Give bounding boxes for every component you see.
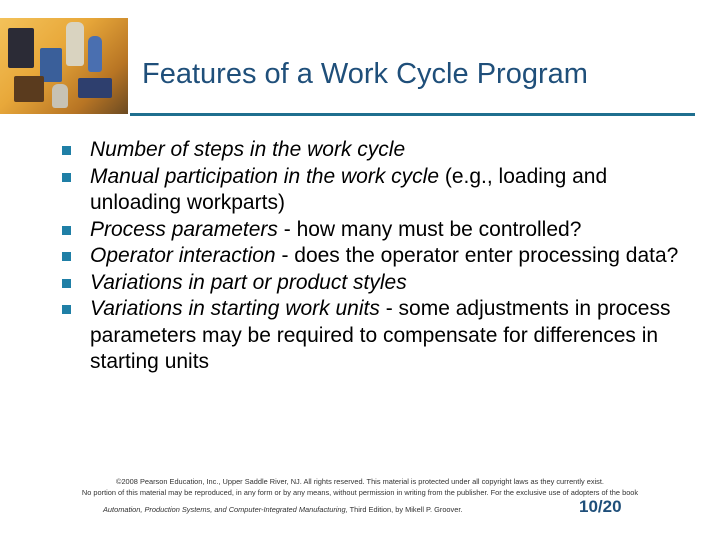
bullet-item: [62, 296, 702, 376]
bullet-item: [62, 243, 702, 270]
square-bullet-icon: [62, 252, 71, 261]
bullet-item: [62, 164, 702, 217]
header-electronics-image: [0, 18, 128, 114]
book-edition: Third Edition, by Mikell P. Groover.: [347, 505, 463, 514]
square-bullet-icon: [62, 279, 71, 288]
bullet-text: - some adjustments in process parameters may be required to compensate for differences in starting units: [90, 297, 671, 373]
slide-title: Features of a Work Cycle Program: [142, 58, 588, 90]
bullet-lead: Operator interaction: [90, 244, 276, 267]
bullet-item: [62, 137, 702, 164]
footer-copyright-line-2: No portion of this material may be reproduced, in any form or by any means, without permission in writing from the publisher. For the exclusive use of adopters of the book: [81, 488, 639, 497]
bullet-lead: Number of steps in the work cycle: [90, 138, 406, 161]
square-bullet-icon: [62, 146, 71, 155]
square-bullet-icon: [62, 226, 71, 235]
bullet-text: (e.g., loading and unloading workparts): [90, 164, 608, 214]
square-bullet-icon: [62, 305, 71, 314]
bullet-text: - does the operator enter processing data?: [275, 244, 679, 267]
page-number: 10/20: [579, 497, 622, 516]
bullet-lead: Variations in starting work units: [90, 297, 380, 320]
bullet-item: [62, 217, 702, 244]
footer-copyright-line-1: ©2008 Pearson Education, Inc., Upper Saddle River, NJ. All rights reserved. This material is protected under all copyright laws as they currently exist.: [116, 477, 604, 486]
bullet-lead: Manual participation in the work cycle: [90, 164, 440, 188]
bullet-item: [62, 270, 702, 297]
footer-book-citation: [103, 505, 462, 514]
title-divider: [130, 113, 695, 116]
book-title: Automation, Production Systems, and Computer-Integrated Manufacturing,: [103, 505, 348, 514]
square-bullet-icon: [62, 173, 71, 182]
bullet-lead: Variations in part or product styles: [90, 270, 407, 294]
bullet-lead: Process parameters: [90, 217, 278, 241]
bullet-list: [62, 137, 702, 376]
bullet-text: - how many must be controlled?: [277, 217, 582, 241]
